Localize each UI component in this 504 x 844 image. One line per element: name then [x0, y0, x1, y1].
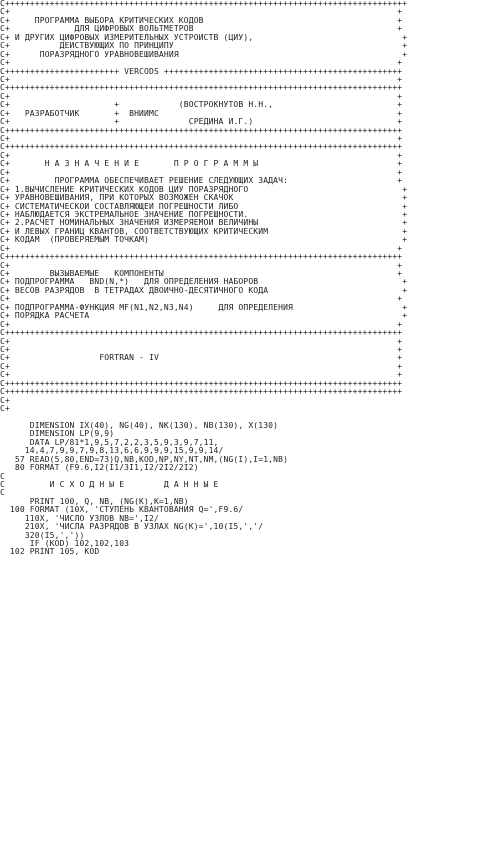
listing-line: C+ Н А З Н А Ч Е Н И Е П Р О Г Р А М М Ы + — [0, 160, 403, 169]
listing-line: C+ ПОДПРОГРАММА-ФУНКЦИЯ MF(N1,N2,N3,N4) ДЛЯ ОПРЕДЕЛЕНИЯ + — [0, 303, 408, 312]
listing-line: C+ ВЕСОВ РАЗРЯДОВ В ТЕТРАДАХ ДВОИЧНО-ДЕСЯТИЧНОГО КОДА + — [0, 286, 408, 295]
listing-line: C+ ВЫЗЫВАЕМЫЕ КОМПОНЕНТЫ + — [0, 270, 403, 278]
listing-line: 14,4,7,9,9,7,9,8,13,6,6,9,9,9,15,9,9,14/ — [0, 447, 224, 456]
listing-line: C — [0, 472, 5, 481]
listing-line: C++++++++++++++++++++++++++++++++++++++++++++++++++++++++++++++++++++++++++++++++ — [0, 379, 403, 388]
listing-line: C+ КОДАМ (ПРОВЕРЯЕМЫМ ТОЧКАМ) + — [0, 236, 408, 245]
listing-line: C+ РАЗРАБОТЧИК + ВНИИМС + — [0, 109, 403, 118]
listing-line: C+ — [0, 405, 10, 413]
listing-line: C++++++++++++++++++++++++++++++++++++++++++++++++++++++++++++++++++++++++++++++++ — [0, 253, 403, 262]
listing-line: C+ + — [0, 320, 403, 329]
listing-line: 102 PRINT 105, KOD — [0, 548, 100, 557]
listing-line: C+++++++++++++++++++++++++++++++++++++++++++++++++++++++++++++++++++++++++++++++++ — [0, 0, 408, 8]
listing-line: C+ 2.РАСЧЕТ НОМИНАЛЬНЫХ ЗНАЧЕНИЯ ИЗМЕРЯЕМОЙ ВЕЛИЧИНЫ + — [0, 219, 408, 228]
listing-line: C+ + (ВОСТРОКНУТОВ Н.Н., + — [0, 101, 403, 110]
listing-line: C+ ПОРЯДКА РАСЧЕТА + — [0, 312, 408, 321]
listing-line: C+ + — [0, 75, 403, 84]
listing-line: C+ ДЕЙСТВУЮЩИХ ПО ПРИНЦИПУ + — [0, 42, 408, 51]
listing-line — [0, 413, 504, 421]
listing-line: C — [0, 489, 5, 498]
listing-line: C++++++++++++++++++++++++++++++++++++++++++++++++++++++++++++++++++++++++++++++++ — [0, 388, 403, 397]
listing-line: C+ + — [0, 244, 403, 253]
listing-line: C+ УРАВНОВЕШИВАНИЯ, ПРИ КОТОРЫХ ВОЗМОЖЕН СКАЧОК + — [0, 194, 408, 203]
listing-line: DIMENSION LP(9,9) — [0, 430, 115, 439]
listing-line: C+ + — [0, 261, 403, 270]
listing-line: C+ + — [0, 295, 403, 304]
listing-line: C+ ПОРАЗРЯДНОГО УРАВНОВЕШИВАНИЯ + — [0, 50, 408, 59]
listing-line: DIMENSION IX(40), NG(40), NK(130), NB(130), X(130) — [0, 421, 279, 430]
listing-line: DATA LP/81*1,9,5,7,2,2,3,5,9,3,9,7,11, — [0, 438, 219, 447]
listing-line: C+ + — [0, 362, 403, 371]
listing-line: C+ ПОДПРОГРАММА BND(N,*) ДЛЯ ОПРЕДЕЛЕНИЯ НАБОРОВ + — [0, 278, 408, 287]
listing-line: 210X, 'ЧИСЛА РАЗРЯДОВ В УЗЛАХ NG(K)=',10(I5,','/ — [0, 523, 264, 532]
listing-line: C+ ПРОГРАММА ОБЕСПЕЧИВАЕТ РЕШЕНИЕ СЛЕДУЮЩИХ ЗАДАЧ: + — [0, 177, 403, 186]
listing-line: C+ + СРЕДИНА И.Г.) + — [0, 118, 403, 127]
listing-line: 80 FORMAT (F9.6,I2(I1/3I1,I2/2I2/2I2) — [0, 464, 199, 473]
listing-line: C+ + — [0, 345, 403, 354]
listing-line: C+ + — [0, 92, 403, 101]
listing-line: C++++++++++++++++++++++++++++++++++++++++++++++++++++++++++++++++++++++++++++++++ — [0, 126, 403, 135]
listing-line: C+ + — [0, 337, 403, 346]
listing-line: C+ И ЛЕВЫХ ГРАНИЦ КВАНТОВ, СООТВЕТСТВУЮЩИХ КРИТИЧЕСКИМ + — [0, 227, 408, 236]
listing-line: C++++++++++++++++++++++++++++++++++++++++++++++++++++++++++++++++++++++++++++++++ — [0, 84, 403, 93]
listing-line: C+ 1.ВЫЧИСЛЕНИЕ КРИТИЧЕСКИХ КОДОВ ЦИУ ПОРАЗРЯДНОГО + — [0, 185, 408, 194]
listing-line: C++++++++++++++++++++++++++++++++++++++++++++++++++++++++++++++++++++++++++++++++ — [0, 143, 403, 152]
listing-line: C+ + — [0, 8, 403, 17]
listing-line: IF (KOD) 102,102,103 — [0, 540, 130, 548]
listing-line: C+ ПРОГРАММА ВЫБОРА КРИТИЧЕСКИХ КОДОВ + — [0, 16, 403, 25]
listing-line: C+ ДЛЯ ЦИФРОВЫХ ВОЛЬТМЕТРОВ + — [0, 25, 403, 34]
listing-line: C+ + — [0, 151, 403, 160]
listing-line: 57 READ(5,80,END=73)Q,NB,KOD,NP,NY,NT,NM,(NG(I),I=1,NB) — [0, 455, 289, 464]
listing-line: C+ + — [0, 135, 403, 143]
listing-line: C+ + — [0, 371, 403, 380]
listing-line: C И С Х О Д Н Ы Е Д А Н Н Ы Е — [0, 480, 219, 489]
listing-line: C++++++++++++++++++++++++++++++++++++++++++++++++++++++++++++++++++++++++++++++++ — [0, 329, 403, 338]
listing-line: C+ FORTRAN - IV + — [0, 354, 403, 363]
listing-line: C+++++++++++++++++++++++ VERCODS ++++++++++++++++++++++++++++++++++++++++++++++++ — [0, 67, 403, 76]
listing-line: C+ + — [0, 59, 403, 68]
listing-line: 110X, 'ЧИСЛО УЗЛОВ NB=',I2/ — [0, 514, 159, 523]
listing-line: PRINT 100, Q, NB, (NG(K),K=1,NB) — [0, 497, 189, 506]
listing-line: C+ СИСТЕМАТИЧЕСКОЙ СОСТАВЛЯЮЩЕЙ ПОГРЕШНОСТИ ЛИБО + — [0, 202, 408, 211]
listing-line: 100 FORMAT (10X, 'СТУПЕНЬ КВАНТОВАНИЯ Q=',F9.6/ — [0, 506, 244, 515]
listing-line: C+ — [0, 396, 10, 405]
listing-line: 320(I5,',')) — [0, 531, 85, 540]
listing-line: C+ + — [0, 168, 403, 177]
listing-line: C+ НАБЛЮДАЕТСЯ ЭКСТРЕМАЛЬНОЕ ЗНАЧЕНИЕ ПОГРЕШНОСТИ. + — [0, 210, 408, 219]
listing-line: C+ И ДРУГИХ ЦИФРОВЫХ ИЗМЕРИТЕЛЬНЫХ УСТРОЙСТВ (ЦИУ), + — [0, 33, 408, 42]
